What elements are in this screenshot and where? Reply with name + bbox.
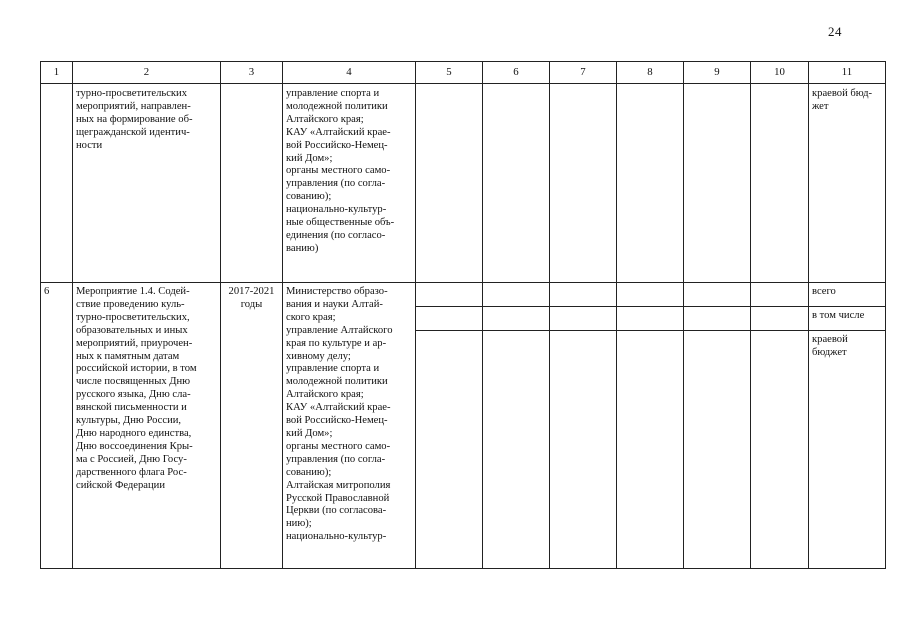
text-line: вания и науки Алтай- bbox=[286, 298, 383, 310]
executors-cell bbox=[283, 283, 416, 569]
lines bbox=[286, 286, 412, 544]
text-line: 2017-2021 bbox=[228, 286, 275, 297]
header-cell: 4 bbox=[283, 62, 416, 84]
data-cell bbox=[751, 307, 809, 331]
data-cell bbox=[617, 84, 684, 283]
text-line: ных на формирование об- bbox=[76, 113, 193, 125]
text-line: Министерство образо- bbox=[286, 286, 388, 297]
lines bbox=[224, 286, 279, 312]
data-cell bbox=[416, 84, 483, 283]
text-line: мероприятий, направлен- bbox=[76, 100, 191, 112]
text-line: вой Российско-Немец- bbox=[286, 139, 388, 151]
text-line: управления (по согла- bbox=[286, 453, 386, 465]
text-line: Мероприятие 1.4. Содей- bbox=[76, 286, 190, 297]
lines bbox=[812, 88, 882, 114]
text-line: управление спорта и bbox=[286, 363, 380, 375]
header-row bbox=[41, 62, 886, 84]
data-cell bbox=[617, 331, 684, 569]
text-line: годы bbox=[240, 298, 263, 310]
text-line: Дню народного единства, bbox=[76, 427, 192, 439]
data-cell bbox=[550, 283, 617, 307]
data-cell bbox=[416, 331, 483, 569]
data-cell bbox=[684, 307, 751, 331]
lines bbox=[286, 88, 412, 256]
text-line: жет bbox=[812, 100, 829, 112]
source-cell: всего bbox=[809, 283, 886, 307]
header-cell: 9 bbox=[684, 62, 751, 84]
text-line: вянской письменности и bbox=[76, 402, 187, 414]
executors-cell bbox=[283, 84, 416, 283]
text-line: числе посвященных Дню bbox=[76, 376, 191, 388]
text-line: управление спорта и bbox=[286, 88, 380, 99]
text-line: органы местного само- bbox=[286, 440, 391, 452]
data-cell bbox=[550, 84, 617, 283]
data-cell bbox=[416, 307, 483, 331]
text-line: Алтайского края; bbox=[286, 113, 364, 125]
text-line: молодежной политики bbox=[286, 376, 388, 388]
header-cell: 1 bbox=[41, 62, 73, 84]
table-row bbox=[41, 283, 886, 307]
data-cell bbox=[617, 283, 684, 307]
text-line: молодежной политики bbox=[286, 100, 388, 112]
data-cell bbox=[684, 283, 751, 307]
text-line: сованию); bbox=[286, 466, 332, 478]
text-line: ванию) bbox=[286, 242, 319, 254]
header-cell: 10 bbox=[751, 62, 809, 84]
header-cell: 6 bbox=[483, 62, 550, 84]
row-number-cell bbox=[41, 84, 73, 283]
program-table bbox=[40, 61, 886, 569]
header-cell: 8 bbox=[617, 62, 684, 84]
data-cell bbox=[550, 307, 617, 331]
text-line: Алтайская митрополия bbox=[286, 479, 391, 491]
header-cell: 3 bbox=[221, 62, 283, 84]
text-line: КАУ «Алтайский крае- bbox=[286, 402, 391, 414]
text-line: турно-просветительских, bbox=[76, 311, 190, 323]
text-line: образовательных и иных bbox=[76, 324, 188, 336]
text-line: турно-просветительских bbox=[76, 88, 188, 99]
text-line: КАУ «Алтайский крае- bbox=[286, 126, 391, 138]
text-line: хивному делу; bbox=[286, 350, 351, 362]
text-line: управление Алтайского bbox=[286, 324, 393, 336]
header-cell: 7 bbox=[550, 62, 617, 84]
text-line: ные общественные объ- bbox=[286, 217, 395, 229]
text-line: дарственного флага Рос- bbox=[76, 466, 187, 478]
text-line: органы местного само- bbox=[286, 165, 391, 177]
text-line: национально-культур- bbox=[286, 204, 387, 216]
text-line: щегражданской идентич- bbox=[76, 126, 190, 138]
text-line: вой Российско-Немец- bbox=[286, 415, 388, 427]
data-cell bbox=[751, 84, 809, 283]
lines bbox=[76, 88, 217, 153]
data-cell bbox=[483, 84, 550, 283]
row-number-cell: 6 bbox=[41, 283, 73, 569]
table-row bbox=[41, 84, 886, 283]
text-line: ности bbox=[76, 139, 103, 151]
text-line: Алтайского края; bbox=[286, 389, 364, 401]
text-line: Дню воссоединения Кры- bbox=[76, 440, 193, 452]
text-line: русского языка, Дню сла- bbox=[76, 389, 191, 401]
text-line: Русской Православной bbox=[286, 492, 390, 504]
period-cell bbox=[221, 84, 283, 283]
text-line: ского края; bbox=[286, 311, 336, 323]
text-line: Церкви (по согласова- bbox=[286, 505, 387, 517]
text-line: кий Дом»; bbox=[286, 427, 333, 439]
data-cell bbox=[416, 283, 483, 307]
event-name-cell bbox=[73, 84, 221, 283]
data-cell bbox=[751, 283, 809, 307]
text-line: мероприятий, приурочен- bbox=[76, 337, 193, 349]
period-cell bbox=[221, 283, 283, 569]
text-line: национально-культур- bbox=[286, 531, 387, 543]
header-cell: 5 bbox=[416, 62, 483, 84]
source-cell: краевой бюджет bbox=[809, 331, 886, 569]
text-line: краевой бюд- bbox=[812, 88, 873, 99]
text-line: кий Дом»; bbox=[286, 152, 333, 164]
data-cell bbox=[684, 84, 751, 283]
source-cell bbox=[809, 84, 886, 283]
text-line: сийской Федерации bbox=[76, 479, 165, 491]
text-line: единения (по согласо- bbox=[286, 229, 386, 241]
text-line: ма с Россией, Дню Госу- bbox=[76, 453, 187, 465]
text-line: ных к памятным датам bbox=[76, 350, 180, 362]
text-line: культуры, Дню России, bbox=[76, 415, 182, 427]
lines bbox=[76, 286, 217, 493]
data-cell bbox=[684, 331, 751, 569]
text-line: сованию); bbox=[286, 191, 332, 203]
data-cell bbox=[550, 331, 617, 569]
text-line: управления (по согла- bbox=[286, 178, 386, 190]
data-cell bbox=[483, 283, 550, 307]
data-cell bbox=[617, 307, 684, 331]
text-line: российской истории, в том bbox=[76, 363, 197, 375]
data-cell bbox=[483, 307, 550, 331]
event-name-cell bbox=[73, 283, 221, 569]
header-cell: 11 bbox=[809, 62, 886, 84]
data-cell bbox=[751, 331, 809, 569]
header-cell: 2 bbox=[73, 62, 221, 84]
page-number: 24 bbox=[828, 24, 842, 39]
text-line: ствие проведению куль- bbox=[76, 298, 185, 310]
text-line: нию); bbox=[286, 518, 312, 530]
data-cell bbox=[483, 331, 550, 569]
text-line: края по культуре и ар- bbox=[286, 337, 387, 349]
source-cell: в том числе bbox=[809, 307, 886, 331]
